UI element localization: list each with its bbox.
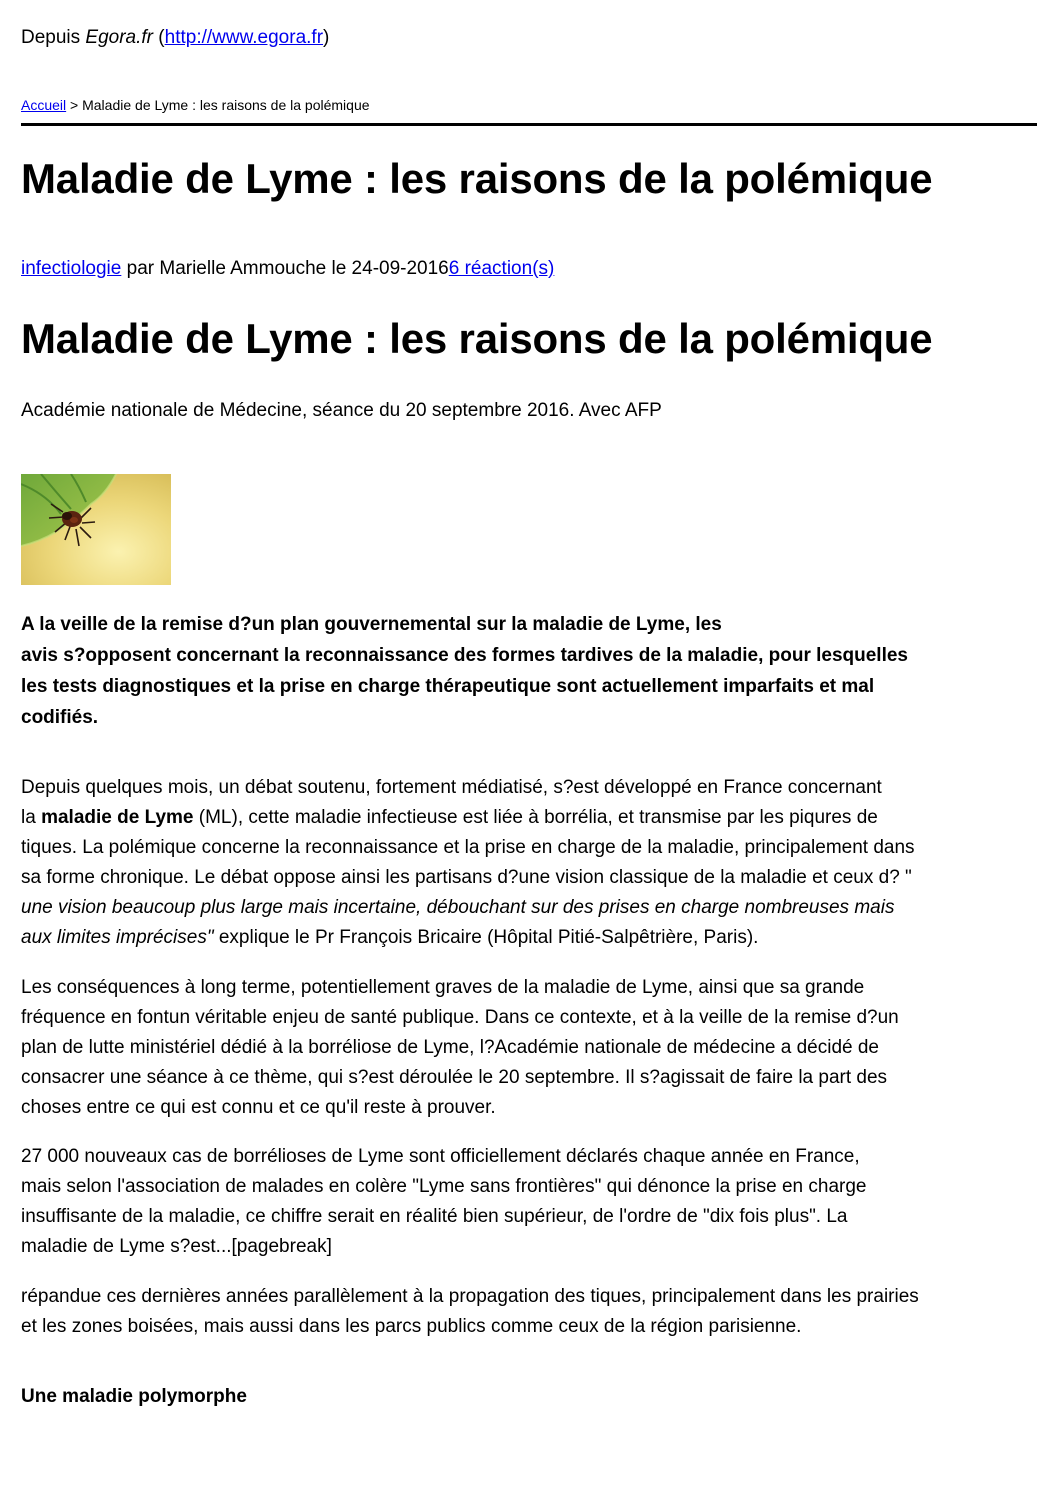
body-quote: aux limites imprécises"	[21, 927, 214, 948]
source-open: (	[153, 27, 165, 48]
source-close: )	[323, 27, 330, 48]
body-line: 27 000 nouveaux cas de borrélioses de Lyme sont officiellement déclarés chaque année en France,	[21, 1146, 860, 1167]
body-line: et les zones boisées, mais aussi dans les parcs publics comme ceux de la région parisienne.	[21, 1316, 802, 1337]
body-line: Depuis quelques mois, un débat soutenu, fortement médiatisé, s?est développé en France concernant	[21, 777, 882, 798]
body-line: fréquence en fontun véritable enjeu de santé publique. Dans ce contexte, et à la veille de la remise d?un	[21, 1007, 899, 1028]
article-title: Maladie de Lyme : les raisons de la polémique	[21, 315, 933, 362]
body-line: sa forme chronique. Le débat oppose ainsi les partisans d?une vision classique de la maladie et ceux d? "	[21, 867, 912, 888]
body-line: choses entre ce qui est connu et ce qu'il reste à prouver.	[21, 1097, 496, 1118]
lead-line: A la veille de la remise d?un plan gouvernemental sur la maladie de Lyme, les	[21, 614, 722, 635]
breadcrumb-separator: >	[66, 97, 83, 113]
body-paragraph-4	[21, 1282, 1031, 1342]
breadcrumb-home-link[interactable]: Accueil	[21, 97, 67, 113]
source-prefix: Depuis	[21, 27, 86, 48]
body-line: insuffisante de la maladie, ce chiffre serait en réalité bien supérieur, de l'ordre de "dix fois plus". La	[21, 1206, 848, 1227]
body-line	[21, 803, 1031, 833]
body-line: mais selon l'association de malades en colère "Lyme sans frontières" qui dénonce la prise en charge	[21, 1176, 867, 1197]
body-line: maladie de Lyme s?est...[pagebreak]	[21, 1236, 332, 1257]
body-bold: maladie de Lyme	[41, 807, 194, 828]
section-heading: Une maladie polymorphe	[21, 1386, 247, 1407]
body-paragraph-1	[21, 773, 1031, 953]
event-line: Académie nationale de Médecine, séance du 20 septembre 2016. Avec AFP	[21, 400, 662, 421]
body-paragraph-3	[21, 1142, 1031, 1262]
tick-photo	[21, 474, 171, 585]
body-quote-line: une vision beaucoup plus large mais incertaine, débouchant sur des prises en charge nombreuses mais	[21, 897, 895, 918]
article-lead	[21, 609, 1031, 733]
body-line	[21, 923, 1031, 953]
article-meta	[21, 258, 554, 280]
source-line	[21, 27, 329, 49]
body-line: tiques. La polémique concerne la reconnaissance et la prise en charge de la maladie, principalement dans	[21, 837, 915, 858]
reactions-link[interactable]: 6 réaction(s)	[448, 258, 555, 279]
body-paragraph-2	[21, 973, 1031, 1123]
body-line: plan de lutte ministériel dédié à la borréliose de Lyme, l?Académie nationale de médecine a décidé de	[21, 1037, 879, 1058]
category-link[interactable]: infectiologie	[21, 258, 122, 279]
lead-line: avis s?opposent concernant la reconnaissance des formes tardives de la maladie, pour lesquelles	[21, 645, 908, 666]
body-line: Les conséquences à long terme, potentiellement graves de la maladie de Lyme, ainsi que sa grande	[21, 977, 865, 998]
header-divider	[21, 123, 1037, 126]
byline: par Marielle Ammouche le 24-09-2016	[126, 258, 449, 279]
body-text: la	[21, 807, 42, 828]
page-title: Maladie de Lyme : les raisons de la polémique	[21, 155, 933, 202]
body-text: (ML), cette maladie infectieuse est liée à borrélia, et transmise par les piqures de	[193, 807, 878, 828]
breadcrumb-current: Maladie de Lyme : les raisons de la polémique	[82, 97, 370, 113]
tick-image	[21, 474, 171, 585]
source-site: Egora.fr	[85, 27, 154, 48]
lead-line: codifiés.	[21, 707, 99, 728]
body-line: répandue ces dernières années parallèlement à la propagation des tiques, principalement dans les prairies	[21, 1286, 919, 1307]
body-line: consacrer une séance à ce thème, qui s?est déroulée le 20 septembre. Il s?agissait de faire la part des	[21, 1067, 888, 1088]
lead-line: les tests diagnostiques et la prise en charge thérapeutique sont actuellement imparfaits et mal	[21, 676, 875, 697]
body-text: explique le Pr François Bricaire (Hôpital Pitié-Salpêtrière, Paris).	[213, 927, 759, 948]
source-url-link[interactable]: http://www.egora.fr	[164, 27, 324, 48]
breadcrumb	[21, 97, 370, 113]
